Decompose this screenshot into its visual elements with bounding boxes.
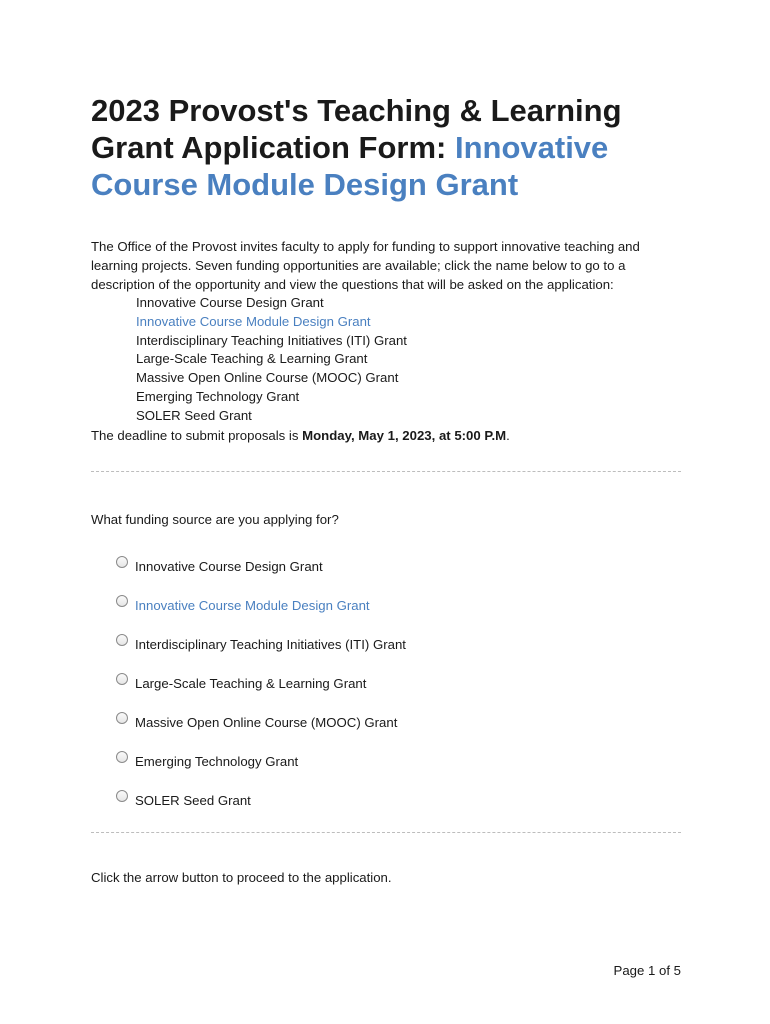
grant-link-soler-seed[interactable]: SOLER Seed Grant: [136, 407, 252, 423]
option-label: Large-Scale Teaching & Learning Grant: [135, 675, 367, 691]
grant-link-innovative-course-design[interactable]: Innovative Course Design Grant: [136, 295, 324, 310]
radio-button[interactable]: [116, 634, 128, 646]
grant-link-mooc[interactable]: Massive Open Online Course (MOOC) Grant: [136, 370, 399, 386]
page-title: [91, 92, 681, 203]
section-divider: [91, 471, 681, 472]
grant-link-innovative-course-module-design[interactable]: Innovative Course Module Design Grant: [136, 313, 371, 329]
funding-source-options: [91, 547, 681, 820]
deadline-text: [91, 426, 681, 445]
option-emerging-technology[interactable]: [116, 742, 681, 781]
grant-link-emerging-technology[interactable]: Emerging Technology Grant: [136, 388, 300, 404]
option-label: SOLER Seed Grant: [135, 792, 251, 808]
radio-button[interactable]: [116, 556, 128, 568]
option-soler-seed[interactable]: [116, 781, 681, 820]
option-iti[interactable]: [116, 625, 681, 664]
page-number: Page 1 of 5: [613, 963, 681, 978]
option-large-scale[interactable]: [116, 664, 681, 703]
option-label: Emerging Technology Grant: [135, 753, 299, 769]
grant-link-iti[interactable]: Interdisciplinary Teaching Initiatives (ITI) Grant: [136, 332, 407, 348]
radio-button[interactable]: [116, 790, 128, 802]
title-highlight: Innovative Course Module Design Grant: [91, 130, 609, 202]
form-page: [91, 92, 681, 887]
radio-button[interactable]: [116, 673, 128, 685]
title-main: 2023 Provost's Teaching & Learning Grant Application Form:: [91, 93, 622, 165]
radio-button[interactable]: [116, 712, 128, 724]
radio-button[interactable]: [116, 751, 128, 763]
option-label: Interdisciplinary Teaching Initiatives (ITI) Grant: [135, 636, 406, 652]
deadline-suffix: .: [506, 427, 510, 443]
option-mooc[interactable]: [116, 703, 681, 742]
deadline-date: Monday, May 1, 2023, at 5:00 P.M: [302, 427, 507, 443]
option-label: Massive Open Online Course (MOOC) Grant: [135, 714, 398, 730]
option-label: Innovative Course Design Grant: [135, 558, 323, 574]
grant-link-list: [91, 294, 681, 426]
intro-text: The Office of the Provost invites faculty to apply for funding to support innovative teaching and learning projects. Seven funding opportunities are available; click the name below to go to a description of the opportunity and view the questions that will be asked on the application:: [91, 239, 640, 292]
option-label: Innovative Course Module Design Grant: [135, 597, 370, 613]
funding-source-question: What funding source are you applying for?: [91, 511, 339, 527]
section-divider: [91, 832, 681, 833]
option-innovative-course-design[interactable]: [116, 547, 681, 586]
proceed-instruction: Click the arrow button to proceed to the application.: [91, 869, 392, 885]
radio-button[interactable]: [116, 595, 128, 607]
option-innovative-course-module-design[interactable]: [116, 586, 681, 625]
deadline-prefix: The deadline to submit proposals is: [91, 427, 303, 443]
grant-link-large-scale[interactable]: Large-Scale Teaching & Learning Grant: [136, 351, 368, 367]
